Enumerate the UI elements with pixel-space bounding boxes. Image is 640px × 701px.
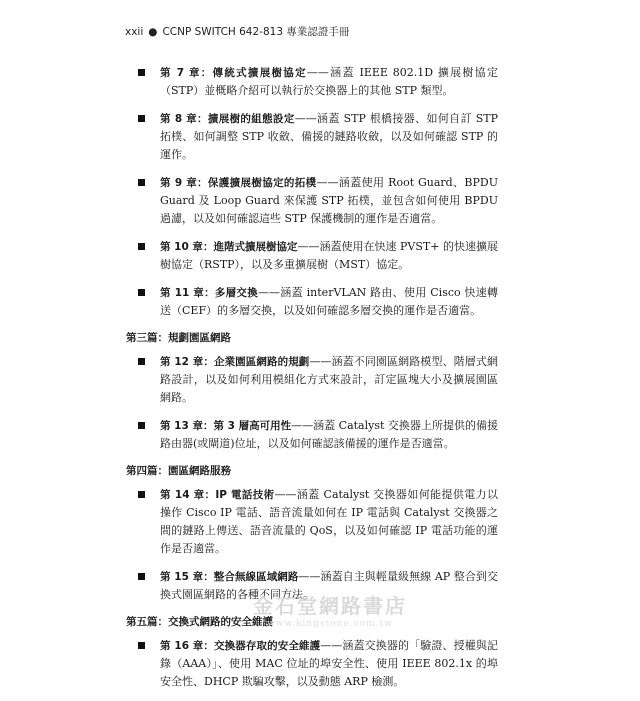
watermark [230, 590, 430, 629]
chapter-heading: 第 10 章：進階式擴展樹協定 [160, 241, 298, 253]
part-heading-4: 第四篇：園區網路服務 [126, 465, 231, 477]
chapter-description: ——涵蓋自主與輕量級無線 AP 整合到交換式園區網路的各種不同方法。 [160, 570, 498, 601]
list-item-ch16 [126, 637, 498, 691]
chapter-heading: 第 9 章：保護擴展樹協定的拓樸 [160, 177, 317, 189]
header-bullet: ● [148, 26, 158, 38]
part-heading-3: 第三篇：規劃園區網路 [126, 332, 231, 344]
list-item-ch11 [126, 284, 498, 320]
bullet-square [138, 573, 145, 580]
chapter-heading: 第 8 章：擴展樹的組態設定 [160, 113, 295, 125]
chapter-description: ——涵蓋 Catalyst 交換器如何能提供電力以操作 Cisco IP 電話、語音流量如何在 IP 電話與 Catalyst 交換器之間的鏈路上傳送、語音流量的 QoS，以及如何確認 IP 電話功能的運作是否適當。 [160, 488, 498, 555]
chapter-description: ——涵蓋 interVLAN 路由、使用 Cisco 快速轉送（CEF）的多層交換，以及如何確認多層交換的運作是否適當。 [160, 286, 498, 317]
running-header [125, 24, 349, 39]
bullet-square [138, 491, 145, 498]
bullet-square [138, 642, 145, 649]
list-item-ch10 [126, 238, 498, 274]
bullet-square [138, 422, 145, 429]
list-item-ch13 [126, 417, 498, 453]
bullet-square [138, 69, 145, 76]
list-item-ch7 [126, 64, 498, 100]
bullet-square [138, 179, 145, 186]
list-item-ch14 [126, 486, 498, 558]
list-item-ch12 [126, 353, 498, 407]
bullet-square [138, 289, 145, 296]
chapter-description: ——涵蓋使用 Root Guard、BPDU Guard 及 Loop Guard 來保護 STP 拓樸，並包含如何使用 BPDU 過濾，以及如何確認這些 STP 保護機制的運作是否適當。 [160, 176, 498, 225]
bullet-square [138, 243, 145, 250]
chapter-description: ——涵蓋 STP 根橋接器、如何自訂 STP 拓樸、如何調整 STP 收斂、備援的鏈路收斂，以及如何確認 STP 的運作。 [160, 112, 498, 161]
book-title: CCNP SWITCH 642-813 專業認證手冊 [162, 26, 350, 38]
watermark-name: 金石堂網路書店 [253, 594, 407, 618]
page-number: xxii [125, 26, 144, 38]
chapter-heading: 第 12 章：企業園區網路的規劃 [160, 356, 310, 368]
chapter-description: ——涵蓋 Catalyst 交換器上所提供的備援路由器(或閘道)位址，以及如何確認該備援的運作是否適當。 [160, 419, 498, 450]
list-item-ch8 [126, 110, 498, 164]
bullet-square [138, 115, 145, 122]
list-item-ch9 [126, 174, 498, 228]
chapter-description: ——涵蓋不同園區網路模型、階層式網路設計，以及如何利用模組化方式來設計，訂定區塊大小及擴展園區網路。 [160, 355, 498, 404]
chapter-heading: 第 7 章：傳統式擴展樹協定 [160, 67, 307, 79]
chapter-heading: 第 14 章：IP 電話技術 [160, 489, 275, 501]
chapter-description: ——涵蓋使用在快速 PVST+ 的快速擴展樹協定（RSTP），以及多重擴展樹（MST）協定。 [160, 240, 498, 271]
part-heading-5: 第五篇：交換式網路的安全維護 [126, 616, 273, 628]
watermark-url: www.kingstone.com.tw [267, 619, 393, 629]
chapter-description: ——涵蓋 IEEE 802.1D 擴展樹協定（STP）並概略介紹可以執行於交換器上的其他 STP 類型。 [160, 66, 498, 97]
chapter-heading: 第 15 章：整合無線區域網路 [160, 571, 299, 583]
bullet-square [138, 358, 145, 365]
chapter-heading: 第 16 章：交換器存取的安全維護 [160, 640, 321, 652]
chapter-description: ——涵蓋交換器的「驗證、授權與記錄（AAA）」、使用 MAC 位址的埠安全性、使用 IEEE 802.1x 的埠安全性、DHCP 欺騙攻擊，以及動態 ARP 檢測。 [160, 639, 498, 688]
chapter-heading: 第 11 章：多層交換 [160, 287, 259, 299]
chapter-heading: 第 13 章：第 3 層高可用性 [160, 420, 292, 432]
